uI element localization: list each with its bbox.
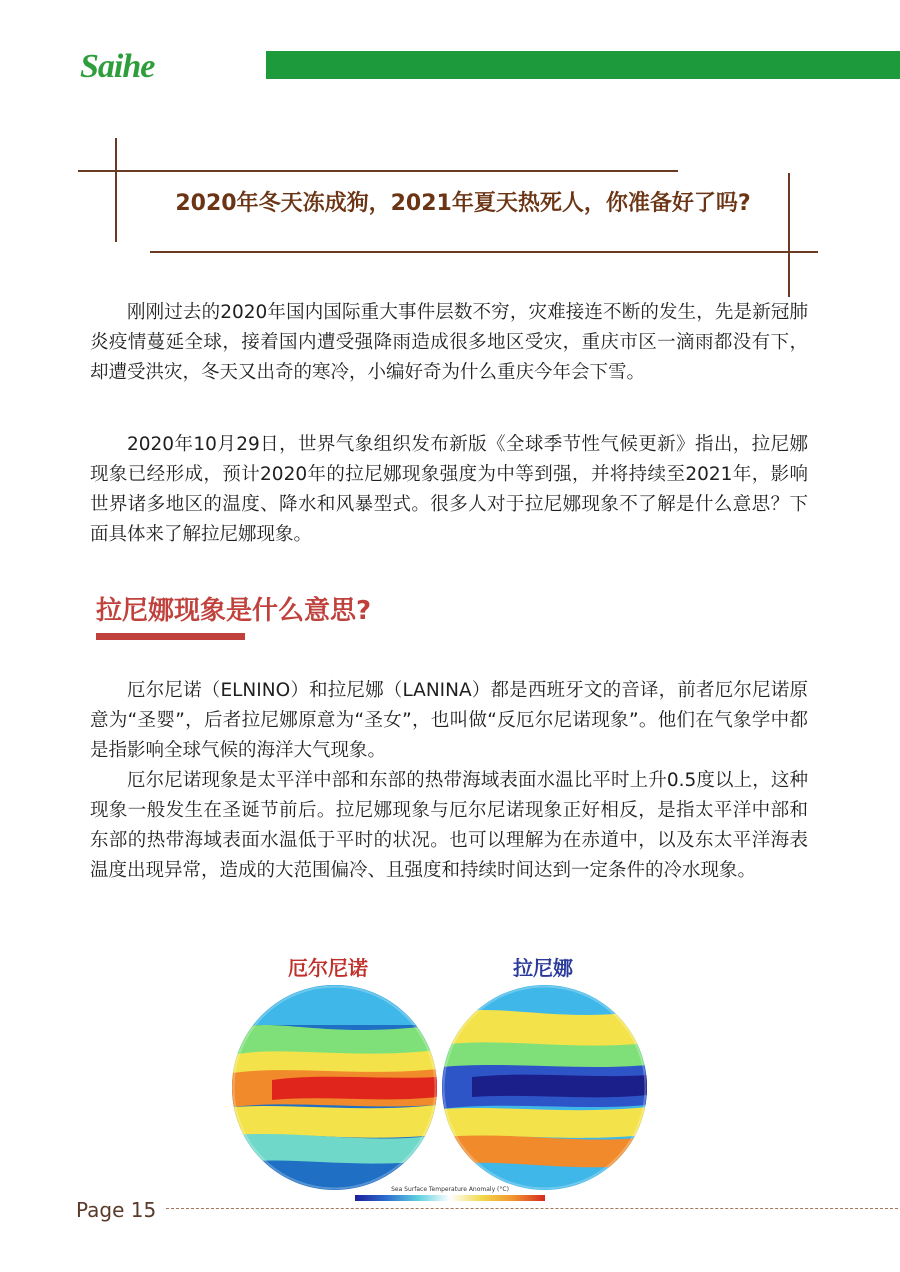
section-title: 拉尼娜现象是什么意思? (96, 596, 372, 626)
page-number: Page 15 (76, 1198, 157, 1222)
temperature-colorbar (355, 1195, 545, 1201)
elnino-label: 厄尔尼诺 (288, 956, 368, 980)
frame-line-bottom (150, 251, 818, 253)
article-headline: 2020年冬天冻成狗，2021年夏天热死人，你准备好了吗? (175, 191, 751, 216)
section-paragraph-2: 厄尔尼诺现象是太平洋中部和东部的热带海域表面水温比平时上升0.5度以上，这种现象一般发生在圣诞节前后。拉尼娜现象与厄尔尼诺现象正好相反，是指太平洋中部和东部的热带海域表面水温低于平时的状况。也可以理解为在赤道中，以及东太平洋海表温度出现异常，造成的大范围偏冷、且强度和持续时间达到一定条件的冷水现象。 (90, 770, 808, 881)
frame-line-left (115, 138, 117, 242)
intro-paragraph-2: 2020年10月29日，世界气象组织发布新版《全球季节性气候更新》指出，拉尼娜现象已经形成，预计2020年的拉尼娜现象强度为中等到强，并将持续至2021年，影响世界诸多地区的温度、降水和风暴型式。很多人对于拉尼娜现象不了解是什么意思？下面具体来了解拉尼娜现象。 (90, 434, 808, 545)
elnino-globe-image (232, 985, 437, 1190)
saihe-logo: Saihe (80, 48, 155, 85)
footer-dashed-line (166, 1208, 898, 1209)
section-paragraph-1: 厄尔尼诺（ELNINO）和拉尼娜（LANINA）都是西班牙文的音译，前者厄尔尼诺原意为“圣婴”，后者拉尼娜原意为“圣女”，也叫做“反厄尔尼诺现象”。他们在气象学中都是指影响全球气候的海洋大气现象。 (90, 680, 808, 761)
intro-paragraph-1: 刚刚过去的2020年国内国际重大事件层数不穷，灾难接连不断的发生，先是新冠肺炎疫情蔓延全球，接着国内遭受强降雨造成很多地区受灾，重庆市区一滴雨都没有下，却遭受洪灾，冬天又出奇的寒冷，小编好奇为什么重庆今年会下雪。 (90, 302, 808, 383)
section-title-underline (96, 633, 245, 640)
frame-line-top (78, 170, 678, 172)
lanina-label: 拉尼娜 (513, 956, 573, 980)
colorbar-title: Sea Surface Temperature Anomaly (°C) (391, 1186, 509, 1193)
lanina-globe-image (442, 985, 647, 1190)
header-green-bar (266, 51, 900, 79)
